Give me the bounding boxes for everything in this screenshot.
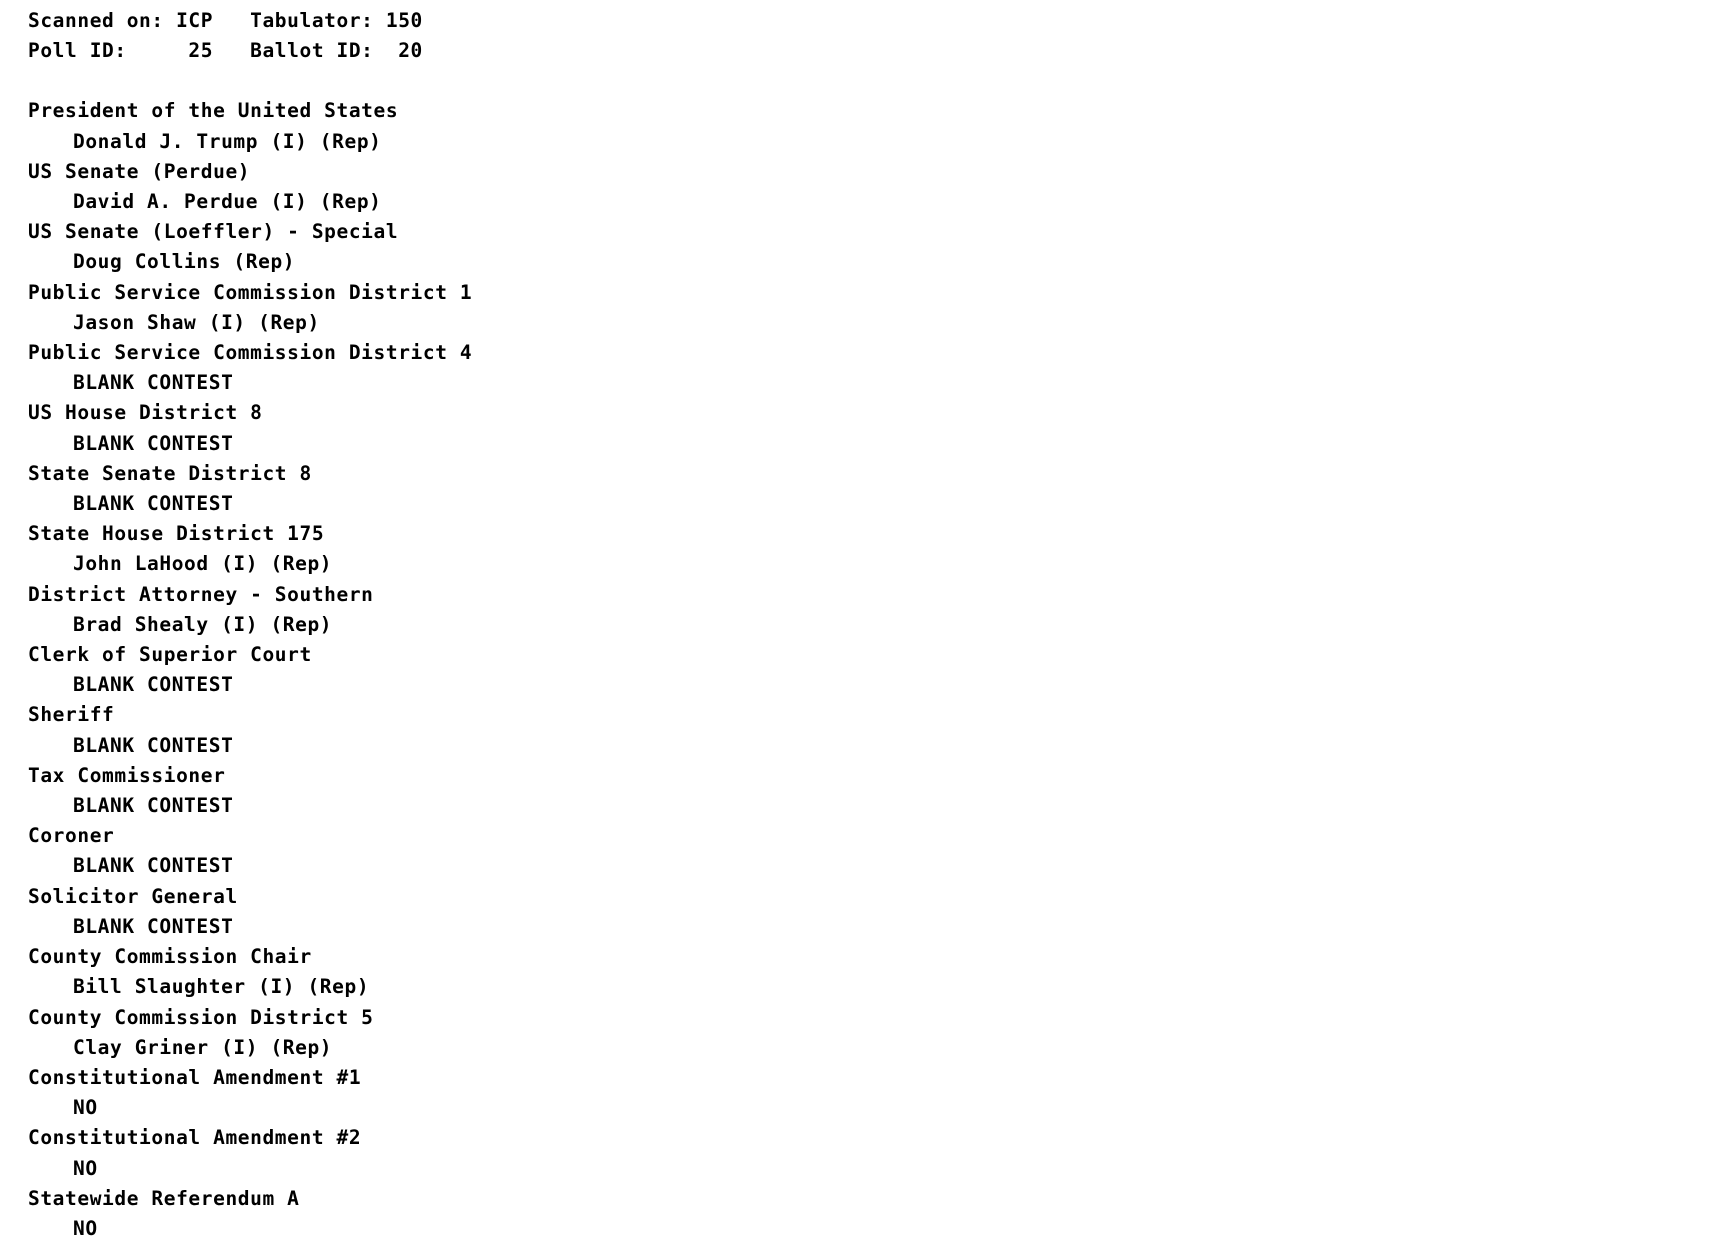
contest-choice: Clay Griner (I) (Rep) xyxy=(73,1035,333,1059)
contest-choice: BLANK CONTEST xyxy=(73,371,234,395)
header-body-spacer xyxy=(28,66,1728,96)
contest-title: State Senate District 8 xyxy=(28,461,312,485)
contest-list xyxy=(28,96,1728,1244)
scanned-on-line: Scanned on: ICP Tabulator: 150 xyxy=(28,9,423,32)
contest-choice: Jason Shaw (I) (Rep) xyxy=(73,310,320,334)
contest-choice: NO xyxy=(73,1096,98,1120)
contest-title: Public Service Commission District 1 xyxy=(28,280,473,304)
contest-choice: Bill Slaughter (I) (Rep) xyxy=(73,975,370,999)
contest-title: State House District 175 xyxy=(28,522,325,546)
contest-choice: BLANK CONTEST xyxy=(73,431,234,455)
contest-title: US Senate (Perdue) xyxy=(28,159,251,183)
contest-choice: Donald J. Trump (I) (Rep) xyxy=(73,129,382,153)
contest-title: Clerk of Superior Court xyxy=(28,643,312,667)
contest-choice: BLANK CONTEST xyxy=(73,492,234,516)
contest-title: District Attorney - Southern xyxy=(28,582,374,606)
contest-title: President of the United States xyxy=(28,99,399,123)
contest-choice: BLANK CONTEST xyxy=(73,914,234,938)
contest-title: Constitutional Amendment #2 xyxy=(28,1126,362,1150)
contest-title: Public Service Commission District 4 xyxy=(28,341,473,365)
contest-title: Coroner xyxy=(28,824,115,848)
contest-title: Solicitor General xyxy=(28,884,238,908)
contest-title: Statewide Referendum A xyxy=(28,1186,300,1210)
contest-title: Constitutional Amendment #1 xyxy=(28,1065,362,1089)
contest-choice: BLANK CONTEST xyxy=(73,673,234,697)
contest-title: Sheriff xyxy=(28,703,115,727)
contest-title: County Commission District 5 xyxy=(28,1005,374,1029)
poll-ballot-id-line: Poll ID: 25 Ballot ID: 20 xyxy=(28,39,423,63)
contest-choice: BLANK CONTEST xyxy=(73,794,234,818)
contest-title: Tax Commissioner xyxy=(28,763,226,787)
ballot-header xyxy=(28,6,1728,66)
contest-choice: John LaHood (I) (Rep) xyxy=(73,552,333,576)
contest-title: US Senate (Loeffler) - Special xyxy=(28,220,399,244)
contest-choice: BLANK CONTEST xyxy=(73,854,234,878)
contest-choice: NO xyxy=(73,1156,98,1180)
contest-title: US House District 8 xyxy=(28,401,263,425)
contest-title: County Commission Chair xyxy=(28,945,312,969)
contest-choice: Brad Shealy (I) (Rep) xyxy=(73,612,333,636)
contest-choice: Doug Collins (Rep) xyxy=(73,250,296,274)
contest-choice: BLANK CONTEST xyxy=(73,733,234,757)
contest-choice: David A. Perdue (I) (Rep) xyxy=(73,190,382,214)
contest-choice: NO xyxy=(73,1216,98,1240)
